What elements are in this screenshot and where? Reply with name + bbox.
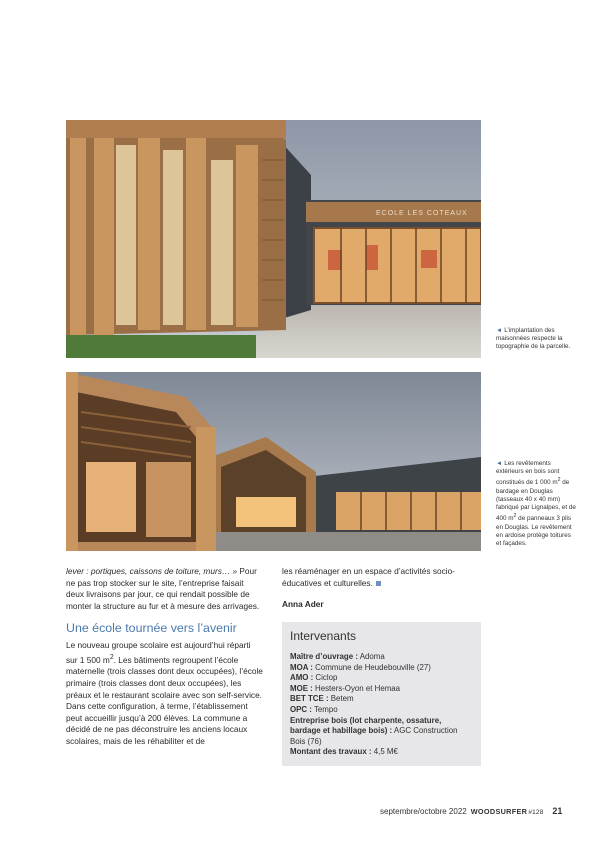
intervenant-key: OPC : <box>290 704 312 714</box>
photo2-caption <box>496 460 576 548</box>
article-paragraph-1 <box>66 566 263 612</box>
school-sign-text: ECOLE LES COTEAUX <box>376 210 468 217</box>
intervenant-value: Adoma <box>357 652 385 661</box>
photo1-caption-text: L’implantation des maisonnées respecte la topographie de la parcelle. <box>496 327 571 351</box>
intervenant-value: Ciclop <box>313 673 338 683</box>
arrow-left-icon: ◄ <box>496 327 503 334</box>
intervenant-row <box>290 663 473 674</box>
intervenant-row <box>290 652 473 663</box>
article-paragraph-3 <box>282 566 481 589</box>
arrow-left-icon: ◄ <box>496 460 503 467</box>
intervenant-key: MOE : <box>290 683 313 693</box>
intervenants-box <box>282 622 481 766</box>
paragraph-text: . Les bâtiments regroupent l’école maternelle (trois classes dont deux occupées), l’école primaire (trois classes dont deux occupées), les préaux et le restaurant scolaire avec son self-service. Dans cette configuration, à terme, l’établissement peut accueillir jusqu’à 200 élèves. La commune a décidé de ne pas déconstruire les anciens locaux scolaires, mais de les réhabiliter et de <box>66 654 263 746</box>
superscript: 2 <box>557 477 561 484</box>
paragraph-text: Le nouveau groupe scolaire est aujourd’hui réparti sur 1 500 m <box>66 640 251 665</box>
intervenant-row <box>290 705 473 716</box>
superscript: 2 <box>513 513 517 520</box>
intervenant-key: BET TCE : <box>290 694 329 704</box>
intervenant-value: Hesters-Oyon et Hemaa <box>312 683 401 693</box>
intervenant-key: Maître d’ouvrage : <box>290 652 358 661</box>
intervenant-row <box>290 673 473 684</box>
issue-number: #128 <box>528 809 544 816</box>
intervenant-key: Entreprise bois (lot charpente, ossature, bardage et habillage bois) : <box>290 715 442 736</box>
intervenant-row <box>290 684 473 695</box>
intervenant-value: Commune de Heudebouville (27) <box>312 662 431 672</box>
paragraph-text: les réaménager en un espace d’activités socio-éducatives et culturelles. <box>282 566 455 588</box>
intervenant-value: AGC Construction Bois (76) <box>290 726 458 746</box>
intervenant-row <box>290 716 473 748</box>
intervenant-row <box>290 694 473 705</box>
page-footer <box>380 806 575 820</box>
photo1-caption <box>496 327 576 352</box>
intervenant-key: MOA : <box>290 662 313 672</box>
article-author: Anna Ader <box>282 599 324 610</box>
end-of-article-icon <box>376 581 381 586</box>
issue-date: septembre/octobre 2022 <box>380 807 467 816</box>
photo2-caption-text-1: Les revêtements extérieurs en bois sont constitués de 1 000 m <box>496 460 560 487</box>
superscript: 2 <box>109 653 114 661</box>
intervenants-title: Intervenants <box>290 629 357 643</box>
magazine-name: WOODSURFER <box>470 807 528 816</box>
photo-school-preau <box>66 372 481 551</box>
intervenant-value: 4,5 M€ <box>371 747 398 757</box>
photo2-caption-text-2: de bardage en Douglas (tasseaux 40 x 40 mm) fabriqué par Lignalpes, et de 400 m <box>496 479 576 523</box>
article-paragraph-2 <box>66 640 263 747</box>
page-number: 21 <box>552 806 563 816</box>
section-heading: Une école tournée vers l’avenir <box>66 621 237 636</box>
photo-school-entrance <box>66 120 481 358</box>
quote-end: lever : portiques, caissons de toiture, murs… » <box>66 566 238 576</box>
photo2-caption-text-3: de panneaux 3 plis en Douglas. Le revêtement en ardoise protège toitures et façades. <box>496 515 572 548</box>
article-column-left <box>66 566 263 747</box>
intervenant-value: Betem <box>328 694 354 704</box>
intervenant-key: AMO : <box>290 673 314 683</box>
intervenant-key: Montant des travaux : <box>290 747 372 757</box>
article-column-right <box>282 566 481 611</box>
paragraph-text: Pour ne pas trop stocker sur le site, l’entreprise faisait deux livraisons par jour, ce qui rendait possible de monter la structure au fur et à mesure des arrivages. <box>66 566 260 611</box>
intervenant-value: Tempo <box>311 704 338 714</box>
intervenant-row <box>290 747 473 758</box>
